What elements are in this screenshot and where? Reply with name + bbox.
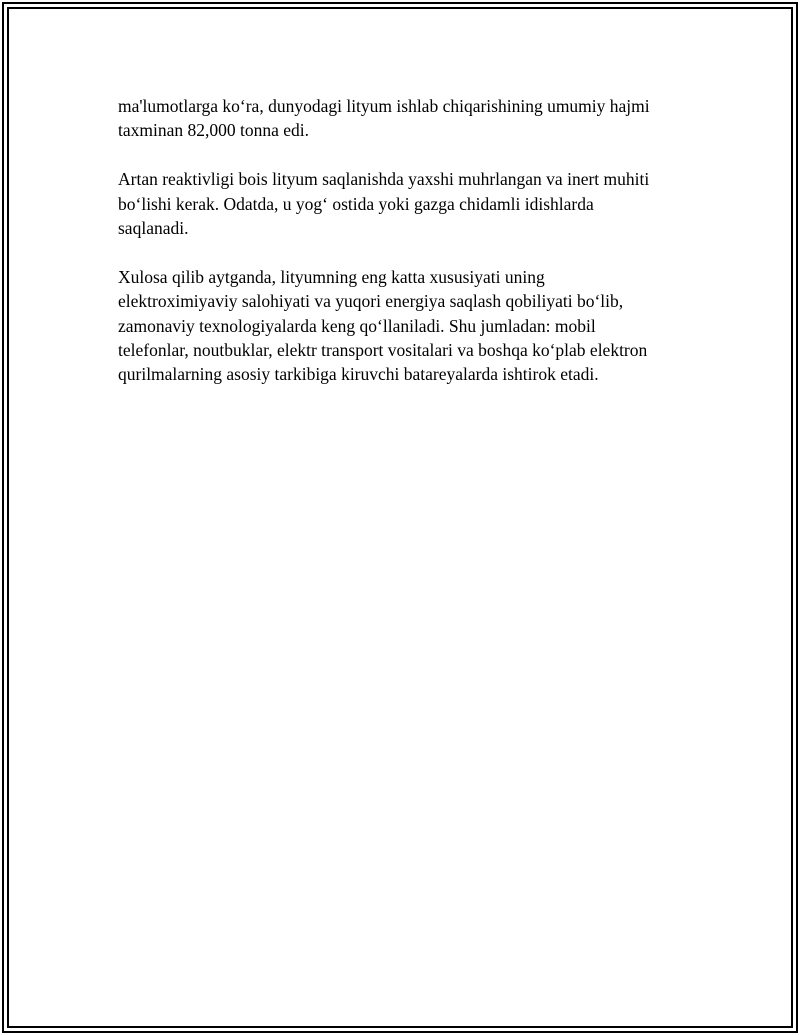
- text-line: elektroximiyaviy salohiyati va yuqori energiya saqlash qobiliyati bo‘lib,: [118, 291, 624, 312]
- text-line: taxminan 82,000 tonna edi.: [118, 120, 310, 141]
- text-line: Xulosa qilib aytganda, lityumning eng katta xususiyati uning: [118, 266, 545, 287]
- text-line: saqlanadi.: [118, 218, 189, 239]
- document-body: [118, 94, 688, 411]
- text-line: bo‘lishi kerak. Odatda, u yog‘ ostida yoki gazga chidamli idishlarda: [118, 193, 594, 214]
- text-line: telefonlar, noutbuklar, elektr transport vositalari va boshqa ko‘plab elektron: [118, 340, 648, 361]
- text-line: zamonaviy texnologiyalarda keng qo‘llaniladi. Shu jumladan: mobil: [118, 315, 596, 336]
- text-line: ma'lumotlarga ko‘ra, dunyodagi lityum ishlab chiqarishining umumiy hajmi: [118, 96, 650, 116]
- paragraph-conclusion: [118, 265, 688, 387]
- text-line: Artan reaktivligi bois lityum saqlanishda yaxshi muhrlangan va inert muhiti: [118, 169, 650, 190]
- paragraph-lithium-storage: [118, 167, 688, 240]
- paragraph-lithium-production: [118, 94, 688, 143]
- text-line: qurilmalarning asosiy tarkibiga kiruvchi batareyalarda ishtirok etadi.: [118, 364, 599, 385]
